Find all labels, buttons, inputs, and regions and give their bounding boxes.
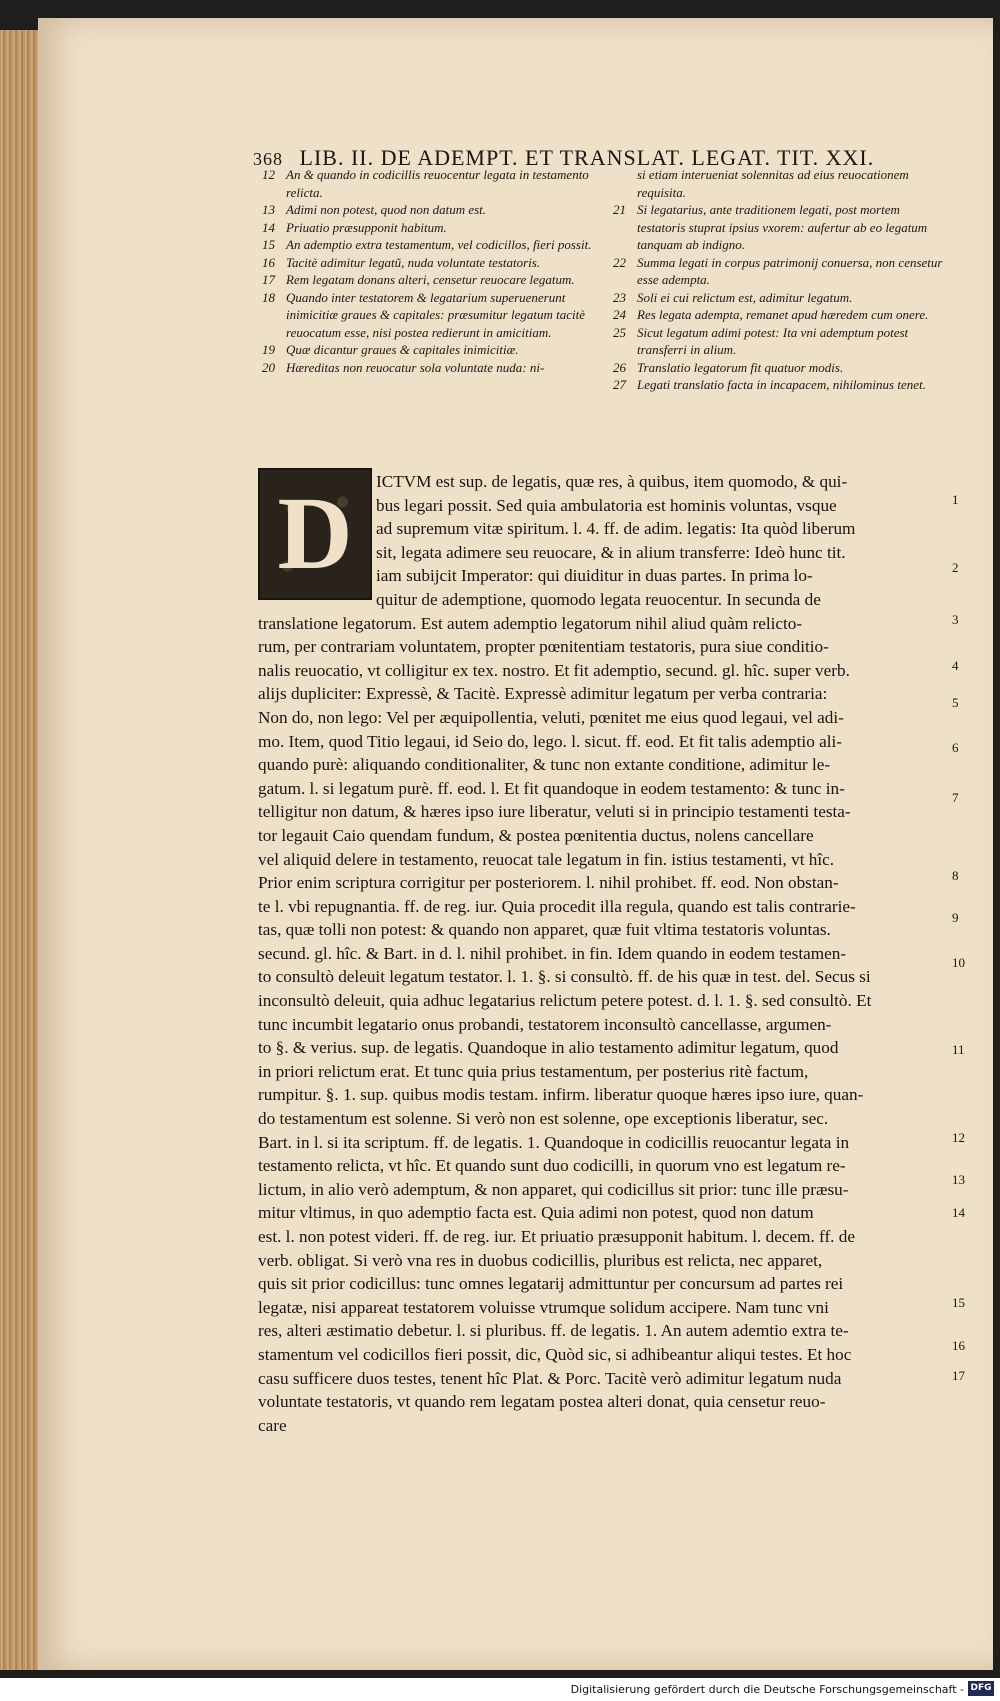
text-line: testamento relicta, vt hîc. Et quando sunt duo codicilli, in quorum vno est legatum re-: [258, 1156, 846, 1176]
margin-number: 10: [952, 955, 965, 970]
text-line: est. l. non potest videri. ff. de reg. iur. Et priuatio præsupponit habitum. l. decem. ff. de: [258, 1227, 855, 1246]
summary-item: [262, 254, 592, 272]
margin-number: 2: [952, 560, 959, 575]
summary-item-number: 17: [262, 272, 275, 287]
text-line: te l. vbi repugnantia. ff. de reg. iur. Quia procedit illa regula, quando est talis contrarie-: [258, 896, 856, 916]
book-page-edges: [0, 30, 40, 1670]
text-line: mo. Item, quod Titio legaui, id Seio do, lego. l. sicut. ff. eod. Et fit talis ademptio ali-: [258, 731, 842, 751]
text-line: ICTVM est sup. de legatis, quæ res, à quibus, item quomodo, & qui-: [376, 472, 848, 491]
text-line: nalis reuocatio, vt colligitur ex tex. nostro. Et fit ademptio, secund. gl. hîc. super verb.: [258, 660, 850, 680]
text-line: quitur de ademptione, quomodo legata reuocentur. In secunda de: [376, 589, 821, 609]
summary-item-number: [613, 166, 637, 201]
summary-item-text: Hæreditas non reuocatur sola voluntate nuda: ni-: [286, 359, 545, 375]
summary-item-number: 19: [262, 342, 275, 357]
running-title: LIB. II. DE ADEMPT. ET TRANSLAT. LEGAT. TIT. XXI.: [299, 145, 875, 170]
text-line: res, alteri æstimatio debetur. l. si pluribus. ff. de legatis. 1. An autem ademtio extra te-: [258, 1321, 849, 1341]
text-line: sit, legata adimere seu reuocare, & in alium transferre: Ideò hunc tit.: [376, 542, 846, 562]
summary-item-number: 23: [613, 289, 626, 305]
margin-number: 3: [952, 612, 959, 627]
text-line: quis sit prior codicillus: tunc omnes legatarij admittuntur per concursum ad partes rei: [258, 1274, 844, 1294]
text-line: in priori relictum erat. Et tunc quia prius testamentum, per posterius ritè factum,: [258, 1061, 809, 1081]
margin-number: 6: [952, 740, 959, 755]
footer-bar: [0, 1678, 1000, 1701]
summary-item-text: An & quando in codicillis reuocentur legata in testamento relicta.: [286, 167, 589, 200]
margin-number: 12: [952, 1130, 965, 1145]
summary-item: [262, 271, 592, 289]
summary-item-text: Adimi non potest, quod non datum est.: [286, 202, 487, 217]
summary-item-number: 20: [262, 359, 275, 375]
summary-item: [262, 341, 592, 359]
summary-item-text: Soli ei cui relictum est, adimitur legatum.: [637, 289, 853, 305]
page-number: 368: [253, 149, 283, 169]
summary-item-text: An ademptio extra testamentum, vel codicillos, fieri possit.: [286, 237, 592, 252]
summary-item-number: 21: [613, 202, 626, 217]
summary-item-number: 15: [262, 237, 275, 252]
summary-item-text: Rem legatam donans alteri, censetur reuocare legatum.: [286, 272, 575, 287]
main-text: [258, 470, 950, 1437]
text-line: gatum. l. si legatum purè. ff. eod. l. Et fit quandoque in eodem testamento: & tunc in-: [258, 778, 845, 798]
text-line: tas, quæ tolli non potest: & quando non apparet, quæ fuit vltima testatoris voluntas.: [258, 920, 831, 940]
summary-item: [613, 306, 943, 324]
dfg-logo: DFG: [968, 1681, 994, 1696]
summary-item-number: 16: [262, 254, 275, 270]
summary-item-number: 14: [262, 219, 275, 235]
summary-item-text: si etiam interueniat solennitas ad eius reuocationem requisita.: [637, 167, 909, 200]
text-line: casu sufficere duos testes, tenent hîc Plat. & Porc. Tacitè verò adimitur legatum nuda: [258, 1368, 842, 1388]
summary-item-text: Translatio legatorum fit quatuor modis.: [637, 359, 844, 375]
text-line: lictum, in alio verò ademptum, & non apparet, qui codicillus sit prior: tunc ille præsu-: [258, 1179, 849, 1199]
summary-item-number: 18: [262, 289, 275, 305]
margin-number: 5: [952, 695, 959, 710]
summary-item: [262, 236, 592, 254]
text-line: alijs dupliciter: Expressè, & Tacitè. Expressè adimitur legatum per verba contraria:: [258, 684, 828, 704]
summary-item: [262, 166, 592, 201]
summary-item-number: 22: [613, 254, 626, 270]
margin-number: 13: [952, 1172, 965, 1187]
summary-item: [613, 166, 943, 201]
summary-item: [613, 376, 943, 394]
margin-number: 8: [952, 868, 959, 883]
summary-item: [613, 324, 943, 359]
summary-item: [613, 359, 943, 377]
margin-number: 15: [952, 1295, 965, 1310]
summary-item-number: 24: [613, 307, 626, 322]
text-line: to §. & verius. sup. de legatis. Quandoque in alio testamento adimitur legatum, quod: [258, 1038, 839, 1058]
text-line: voluntate testatoris, vt quando rem legatam postea alteri donat, quia censetur reuo-: [258, 1392, 826, 1412]
margin-number: 1: [952, 492, 959, 507]
summary-item-number: 27: [613, 377, 626, 392]
text-line: rum, per contrariam voluntatem, propter pœnitentiam testatoris, pura siue conditio-: [258, 637, 829, 657]
summary-item-text: Priuatio præsupponit habitum.: [286, 219, 447, 235]
text-line: inconsultò deleuit, quia adhuc legatarius relictum petere potest. d. l. 1. §. sed consultò. Et: [258, 991, 872, 1011]
summary-item-number: 26: [613, 359, 626, 375]
summary-item-text: Res legata adempta, remanet apud hæredem cum onere.: [637, 307, 929, 322]
text-line: legatæ, nisi appareat testatorem voluisse vtrumque solidum accipere. Nam tunc vni: [258, 1297, 829, 1317]
text-line: verb. obligat. Si verò vna res in duobus codicillis, pluribus est relicta, nec apparet,: [258, 1250, 823, 1270]
margin-number: 7: [952, 790, 959, 805]
text-line: mitur vltimus, in quo ademptio facta est. Quia adimi non potest, quod non datum: [258, 1203, 814, 1223]
footer-credit: Digitalisierung gefördert durch die Deutsche Forschungsgemeinschaft -: [570, 1683, 964, 1696]
text-line: quando purè: aliquando conditionaliter, & tunc non extante conditione, adimitur le-: [258, 755, 831, 775]
margin-number: 9: [952, 910, 959, 925]
text-line: care: [258, 1415, 287, 1435]
margin-number: 4: [952, 658, 959, 673]
summary-item-number: 25: [613, 324, 626, 340]
text-line: translatione legatorum. Est autem ademptio legatorum nihil aliud quàm relicto-: [258, 613, 803, 633]
text-line: telligitur non datum, & hæres ipso iure liberatur, veluti si in principio testamenti testa-: [258, 802, 851, 822]
text-line: rumpitur. §. 1. sup. quibus modis testam. infirm. liberatur quoque hæres ipso iure, quan-: [258, 1085, 864, 1105]
text-line: Bart. in l. si ita scriptum. ff. de legatis. 1. Quandoque in codicillis reuocantur legata in: [258, 1132, 850, 1152]
text-line: ad supremum vitæ spiritum. l. 4. ff. de adim. legatis: Ita quòd liberum: [376, 519, 856, 539]
summary-item: [613, 201, 943, 254]
summary-item-text: Legati translatio facta in incapacem, nihilominus tenet.: [637, 377, 926, 392]
text-line: tor legauit Caio quendam fundum, & postea pœnitentia ductus, nolens cancellare: [258, 825, 814, 845]
summary-item: [262, 359, 592, 377]
summary-column-right: [613, 166, 943, 394]
summary-item: [262, 289, 592, 342]
margin-number: 16: [952, 1338, 965, 1353]
text-line: secund. gl. hîc. & Bart. in d. l. nihil prohibet. in fin. Idem quando in eodem testamen-: [258, 943, 847, 963]
text-line: do testamentum est solenne. Si verò non est solenne, ope exceptionis liberatur, sec.: [258, 1109, 829, 1129]
text-line: Non do, non lego: Vel per æquipollentia, veluti, pœnitet me eius quod legaui, vel adi-: [258, 707, 844, 727]
summary-item-text: Summa legati in corpus patrimonij conuersa, non censetur esse adempta.: [637, 254, 943, 287]
text-line: tunc incumbit legatario onus probandi, testatorem inconsultò cancellasse, argumen-: [258, 1014, 832, 1034]
summary-item-number: 13: [262, 202, 275, 217]
text-line: iam subijcit Imperator: qui diuiditur in duas partes. In prima lo-: [376, 566, 813, 586]
summary-item: [262, 201, 592, 219]
margin-number: 17: [952, 1368, 965, 1383]
text-line: to consultò deleuit legatum testator. l. 1. §. si consultò. ff. de his quæ in test. del. Secus si: [258, 967, 871, 987]
summary-item: [262, 219, 592, 237]
margin-number: 14: [952, 1205, 965, 1220]
text-line: bus legari possit. Sed quia ambulatoria est hominis voluntas, vsque: [376, 495, 837, 515]
summary-item: [613, 289, 943, 307]
text-line: stamentum vel codicillos fieri possit, dic, Quòd sic, si adhibeantur aliqui testes. Et hoc: [258, 1344, 852, 1364]
summary-item-number: 12: [262, 167, 275, 182]
decorated-initial-letter: D: [258, 468, 372, 600]
text-line: Prior enim scriptura corrigitur per posteriorem. l. nihil prohibet. ff. eod. Non obstan-: [258, 873, 839, 893]
text-line: vel aliquid delere in testamento, reuocat tale legatum in fin. istius testamenti, vt hîc.: [258, 849, 835, 869]
summary-item-text: Quæ dicantur graues & capitales inimicitiæ.: [286, 342, 519, 357]
summary-item-text: Si legatarius, ante traditionem legati, post mortem testatoris stuprat ipsius vxorem: aufertur ab eo legatum tanquam ab indigno.: [637, 202, 928, 252]
summary-item-text: Sicut legatum adimi potest: Ita vni ademptum potest transferri in alium.: [637, 324, 909, 357]
summary-item-text: Tacitè adimitur legatũ, nuda voluntate testatoris.: [286, 254, 541, 270]
summary-item: [613, 254, 943, 289]
summary-item-text: Quando inter testatorem & legatarium superuenerunt inimicitiæ graues & capitales: præsumitur legatum tacitè reuocatum esse, nisi postea redierunt in amicitiam.: [286, 289, 585, 340]
margin-number: 11: [952, 1042, 965, 1057]
summary-column-left: [262, 166, 592, 376]
